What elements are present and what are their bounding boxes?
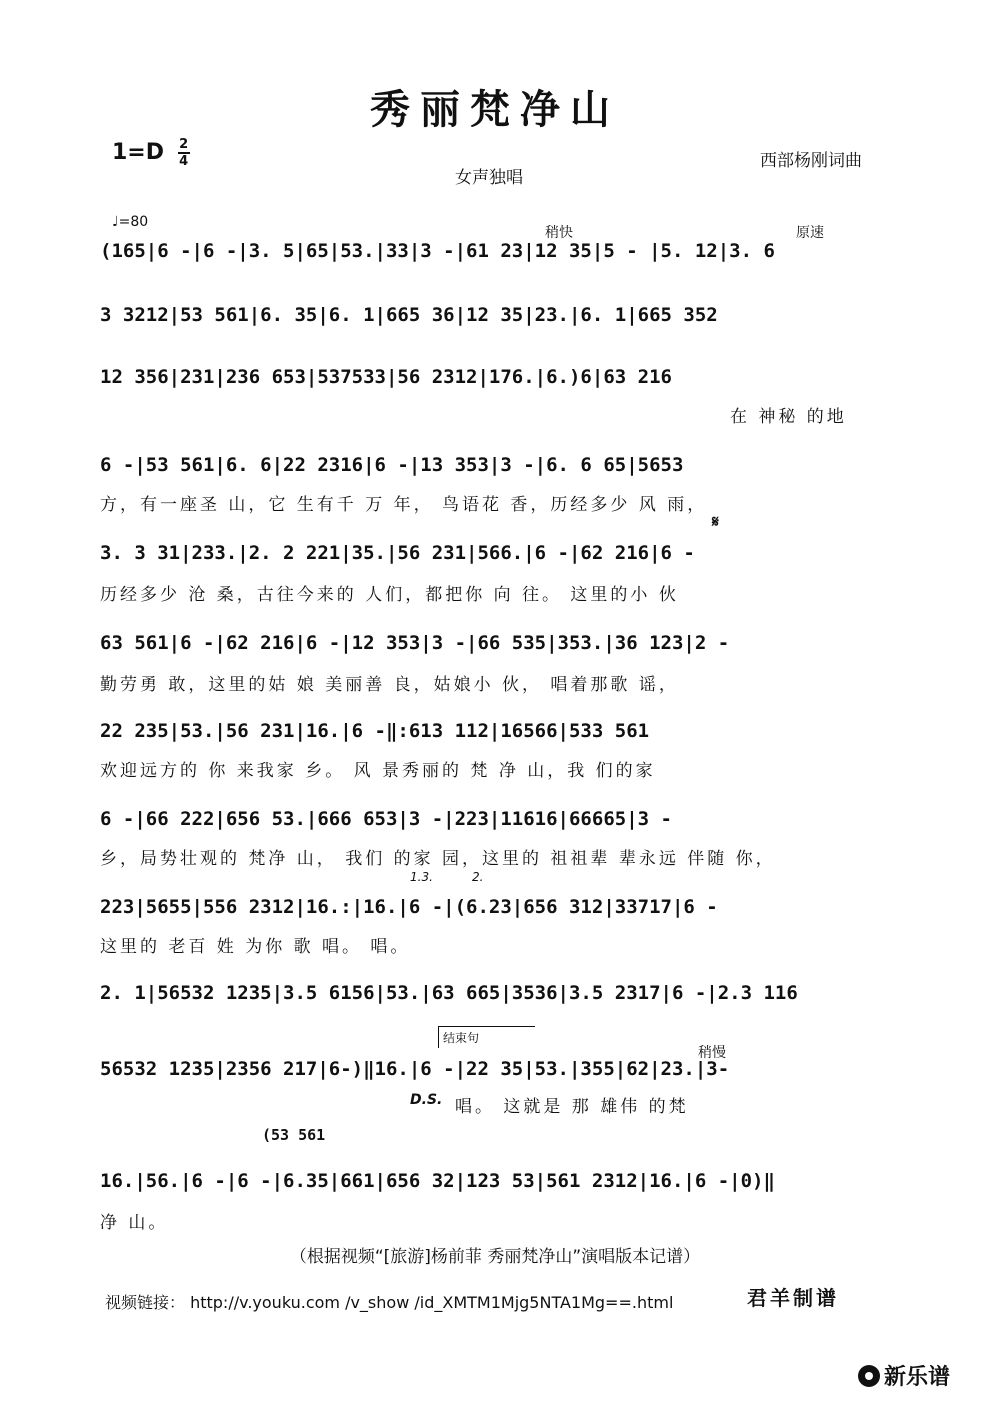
volta-first: 1.3. [410,870,433,884]
transcriber-signature: 君羊制谱 [747,1286,839,1310]
lyrics-line-12: 净 山。 [100,1213,169,1233]
mark-original-tempo: 原速 [796,225,824,241]
alternate-notation: (53 561 [262,1126,326,1144]
volta-second: 2. [472,870,484,884]
time-signature-bottom: 4 [179,154,189,169]
key-signature [112,138,190,168]
notation-line: (165|6 -|6 -|3. 5|65|53.|33|3 -|61 23|12 35|5 - |5. 12|3. 6 [100,240,775,262]
notation-line: 56532 1235|2356 217|6-)‖16.|6 -|22 35|53.|355|62|23.|3- [100,1058,730,1080]
notation-line: 3. 3 31|233.|2. 2 221|35.|56 231|566.|6 -|62 216|6 - [100,542,695,564]
score-system-11 [100,1058,900,1094]
video-link[interactable]: 视频链接： http://v.youku.com /v_show /id_XMTM1Mjg5NTA1Mg==.html [105,1293,674,1312]
score-system-6 [100,632,900,668]
notation-line: 6 -|53 561|6. 6|22 2316|6 -|13 353|3 -|6. 6 65|5653 [100,454,684,476]
lyrics-line-4: 方，有一座圣 山，它 生有千 万 年， 鸟语花 香，历经多少 风 雨， [100,495,708,515]
record-icon [858,1365,880,1387]
mark-faster: 稍快 [545,225,573,241]
mark-slower: 稍慢 [698,1045,726,1061]
score-system-9 [100,896,900,932]
performer-label: 女声独唱 [455,168,523,188]
ds-marking: D.S. [410,1092,443,1108]
composer-credit: 西部杨刚词曲 [760,151,862,171]
lyrics-line-8: 乡，局势壮观的 梵净 山， 我们 的家 园，这里的 祖祖辈 辈永远 伴随 你， [100,849,776,869]
score-system-8 [100,808,900,844]
notation-line: 223|5655|556 2312|16.:|16.|6 -|(6.23|656 312|33717|6 - [100,896,718,918]
lyrics-line-7: 欢迎远方的 你 来我家 乡。 风 景秀丽的 梵 净 山，我 们的家 [100,761,656,781]
time-signature [178,138,190,168]
score-system-1 [100,240,900,276]
notation-line: 16.|56.|6 -|6 -|6.35|661|656 32|123 53|561 2312|16.|6 -|0)‖ [100,1170,775,1192]
score-system-3 [100,366,900,402]
tempo-marking: ♩=80 [112,214,149,230]
notation-line: 63 561|6 -|62 216|6 -|12 353|3 -|66 535|353.|36 123|2 - [100,632,730,654]
score-system-4 [100,454,900,490]
score-title: 秀丽梵净山 [370,86,620,133]
score-system-2 [100,304,900,340]
lyrics-line-3: 在 神秘 的地 [730,407,847,427]
lyrics-line-5: 历经多少 沧 桑，古往今来的 人们，都把你 向 往。 这里的小 伙 [100,585,679,605]
time-signature-top: 2 [179,137,189,152]
notation-line: 12 356|231|236 653|537533|56 2312|176.|6.)6|63 216 [100,366,672,388]
notation-line: 22 235|53.|56 231|16.|6 -‖:613 112|16566|533 561 [100,720,650,742]
source-note: （根据视频“[旅游]杨前菲 秀丽梵净山”演唱版本记谱） [289,1247,701,1267]
segno-sign: 𝄋 [712,512,719,531]
notation-line: 2. 1|56532 1235|3.5 6156|53.|63 665|3536|3.5 2317|6 -|2.3 116 [100,982,798,1004]
key-label: 1=D [112,140,165,165]
notation-line: 3 3212|53 561|6. 35|6. 1|665 36|12 35|23.|6. 1|665 352 [100,304,718,326]
score-system-5 [100,542,900,578]
brand-logo [858,1360,950,1391]
score-system-7 [100,720,900,756]
lyrics-line-11: 唱。 这就是 那 雄伟 的梵 [455,1097,689,1117]
lyrics-line-6: 勤劳勇 敢，这里的姑 娘 美丽善 良，姑娘小 伙， 唱着那歌 谣， [100,675,679,695]
score-system-12 [100,1170,900,1206]
ending-phrase-label: 结束句 [438,1026,535,1048]
score-system-10 [100,982,900,1018]
brand-name: 新乐谱 [884,1365,951,1390]
lyrics-line-9: 这里的 老百 姓 为你 歌 唱。 唱。 [100,937,411,957]
notation-line: 6 -|66 222|656 53.|666 653|3 -|223|11616|66665|3 - [100,808,672,830]
